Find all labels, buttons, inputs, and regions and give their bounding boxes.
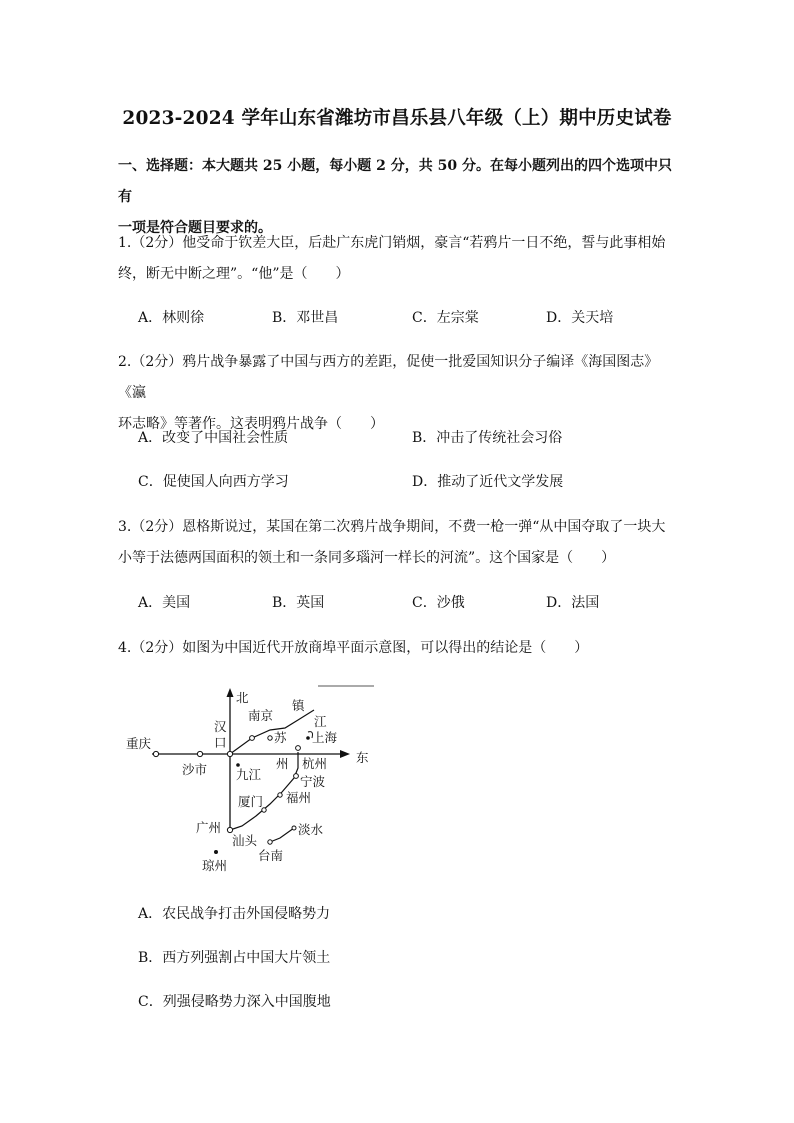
- q4-option-b[interactable]: B．西方列强割占中国大片领土: [138, 950, 331, 966]
- label-su: 苏: [274, 730, 287, 745]
- q4-option-c[interactable]: C．列强侵略势力深入中国腹地: [138, 994, 331, 1010]
- label-shanghai: 上海: [312, 730, 338, 745]
- label-zhen: 镇: [292, 698, 305, 713]
- label-zhou: 州: [276, 756, 289, 771]
- q3-option-d[interactable]: D．法国: [546, 595, 600, 611]
- label-jiujiang: 九江: [236, 767, 262, 782]
- dot-tainan: [268, 840, 272, 844]
- question-4-line-1: 4.（2分）如图为中国近代开放商埠平面示意图，可以得出的结论是（ ）: [118, 640, 589, 656]
- label-ningbo: 宁波: [300, 774, 326, 789]
- label-qiongzhou: 琼州: [202, 858, 228, 873]
- q3-option-b[interactable]: B．英国: [272, 595, 325, 611]
- question-3-line-2: 小等于法德两国面积的领土和一条同多瑙河一样长的河流”。这个国家是（ ）: [118, 550, 616, 566]
- question-1: [118, 228, 678, 290]
- question-2-options-row-2: [138, 471, 678, 493]
- map-taiwan-line: [270, 828, 294, 842]
- label-nanjing: 南京: [248, 708, 274, 723]
- dot-danshui: [292, 826, 296, 830]
- question-1-options: [138, 307, 678, 329]
- section-line-2: 一项是符合题目要求的。: [118, 220, 272, 236]
- label-hankou-1: 汉: [214, 719, 227, 734]
- label-fuzhou: 福州: [286, 790, 312, 805]
- label-hankou-2: 口: [214, 735, 227, 750]
- label-guangzhou: 广州: [196, 820, 222, 835]
- map-north-arrow: [227, 688, 234, 697]
- dot-shanghai: [306, 736, 310, 740]
- q1-option-b[interactable]: B．邓世昌: [272, 310, 339, 326]
- question-2-options-row-1: [138, 427, 678, 449]
- dot-shashi: [197, 751, 202, 756]
- q1-option-c[interactable]: C．左宗棠: [412, 310, 479, 326]
- q3-option-c[interactable]: C．沙俄: [412, 595, 465, 611]
- label-shantou: 汕头: [232, 833, 258, 848]
- label-hangzhou: 杭州: [302, 756, 328, 771]
- label-tainan: 台南: [258, 848, 284, 863]
- label-jiang: 江: [314, 714, 327, 729]
- question-2-line-2: 环志略》等著作。这表明鸦片战争（ ）: [118, 416, 384, 432]
- question-1-line-2: 终，断无中断之理”。“他”是（ ）: [118, 266, 350, 282]
- q2-option-c[interactable]: C．促使国人向西方学习: [138, 474, 289, 490]
- question-2-line-1: 2.（2分）鸦片战争暴露了中国与西方的差距，促使一批爱国知识分子编译《海国图志》《瀛: [118, 354, 659, 401]
- dot-hankou: [227, 751, 232, 756]
- q1-option-d[interactable]: D．关天培: [546, 310, 614, 326]
- q1-option-a[interactable]: A．林则徐: [138, 310, 205, 326]
- label-north: 北: [236, 690, 249, 705]
- question-3-options: [138, 592, 678, 614]
- label-shashi: 沙市: [182, 762, 208, 777]
- question-3-line-1: 3.（2分）恩格斯说过，某国在第二次鸦片战争期间，不费一枪一弹“从中国夺取了一块大: [118, 519, 666, 535]
- q3-option-a[interactable]: A．美国: [138, 595, 191, 611]
- dot-suzhou: [268, 736, 272, 740]
- label-chongqing: 重庆: [126, 736, 152, 751]
- q2-option-b[interactable]: B．冲击了传统社会习俗: [412, 430, 563, 446]
- q2-option-d[interactable]: D．推动了近代文学发展: [412, 474, 564, 490]
- dot-ningbo: [294, 774, 299, 779]
- question-3: [118, 512, 678, 574]
- treaty-ports-map: [120, 680, 390, 880]
- question-4: [118, 633, 678, 664]
- dot-qiongzhou: [214, 850, 218, 854]
- section-line-1: 一、选择题：本大题共 25 小题，每小题 2 分，共 50 分。在每小题列出的四个选项中只有: [118, 158, 672, 205]
- question-1-line-1: 1.（2分）他受命于钦差大臣，后赴广东虎门销烟，豪言“若鸦片一日不绝，誓与此事相始: [118, 235, 666, 251]
- dot-nanjing: [250, 736, 255, 741]
- dot-hangzhou: [296, 746, 301, 751]
- dot-chongqing: [153, 751, 158, 756]
- label-xiamen: 厦门: [238, 794, 264, 809]
- page-title: 2023-2024 学年山东省潍坊市昌乐县八年级（上）期中历史试卷: [122, 108, 672, 129]
- q4-option-a[interactable]: A．农民战争打击外国侵略势力: [138, 906, 331, 922]
- label-east: 东: [356, 750, 369, 765]
- q2-option-a[interactable]: A．改变了中国社会性质: [138, 430, 289, 446]
- dot-fuzhou: [278, 793, 282, 797]
- dot-guangzhou: [227, 827, 232, 832]
- map-east-arrow: [340, 750, 350, 758]
- label-danshui: 淡水: [298, 822, 324, 837]
